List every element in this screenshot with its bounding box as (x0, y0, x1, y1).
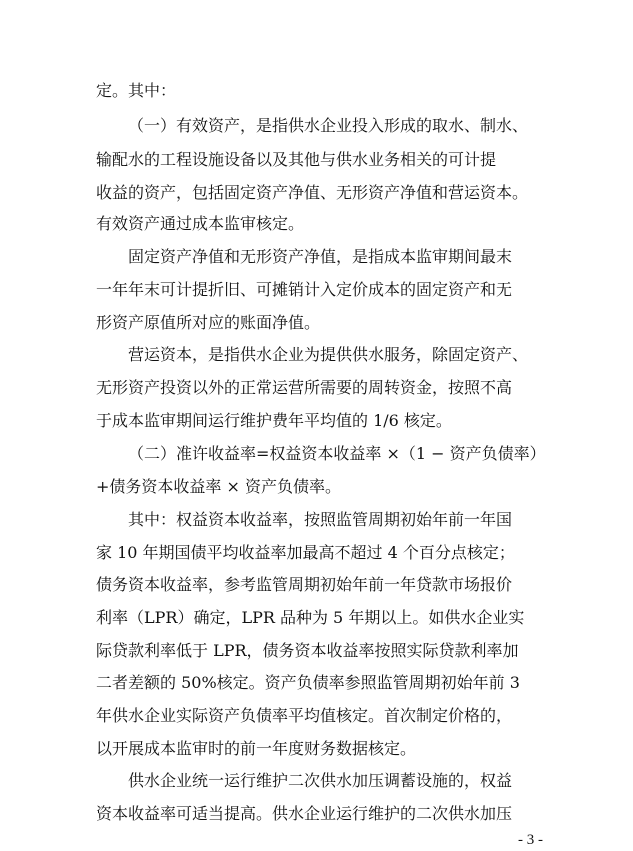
text-line: （一）有效资产，是指供水企业投入形成的取水、制水、 (128, 116, 529, 135)
text-line: 输配水的工程设施设备以及其他与供水业务相关的可计提 (96, 150, 497, 169)
text-line: 营运资本，是指供水企业为提供供水服务，除固定资产、 (128, 345, 529, 364)
text-line: 供水企业统一运行维护二次供水加压调蓄设施的，权益 (128, 771, 513, 790)
text-line: 其中：权益资本收益率，按照监管周期初始年前一年国 (128, 510, 513, 529)
text-line: 形资产原值所对应的账面净值。 (96, 313, 321, 332)
text-line: 收益的资产，包括固定资产净值、无形资产净值和营运资本。 (96, 183, 529, 202)
text-line: 一年年末可计提折旧、可摊销计入定价成本的固定资产和无 (96, 280, 513, 299)
text-line: 家 10 年期国债平均收益率加最高不超过 4 个百分点核定； (96, 543, 515, 562)
page-number: - 3 - (518, 832, 543, 848)
text-line: 固定资产净值和无形资产净值，是指成本监审期间最末 (128, 247, 513, 266)
text-line: 于成本监审期间运行维护费年平均值的 1/6 核定。 (96, 411, 452, 430)
text-line: 二者差额的 50%核定。资产负债率参照监管周期初始年前 3 (96, 673, 520, 692)
text-line: +债务资本收益率 × 资产负债率。 (96, 477, 341, 496)
text-line: 际贷款利率低于 LPR，债务资本收益率按照实际贷款利率加 (96, 641, 519, 660)
text-line: （二）准许收益率=权益资本收益率 ×（1 − 资产负债率） (128, 444, 546, 463)
text-line: 定。其中： (96, 81, 177, 100)
text-line: 年供水企业实际资产负债率平均值核定。首次制定价格的， (96, 706, 513, 725)
text-line: 以开展成本监审时的前一年度财务数据核定。 (96, 739, 417, 758)
text-line: 有效资产通过成本监审核定。 (96, 214, 305, 233)
text-line: 债务资本收益率，参考监管周期初始年前一年贷款市场报价 (96, 575, 513, 594)
text-line: 无形资产投资以外的正常运营所需要的周转资金，按照不高 (96, 378, 513, 397)
text-line: 利率（LPR）确定，LPR 品种为 5 年期以上。如供水企业实 (96, 608, 525, 627)
text-line: 资本收益率可适当提高。供水企业运行维护的二次供水加压 (96, 804, 513, 823)
